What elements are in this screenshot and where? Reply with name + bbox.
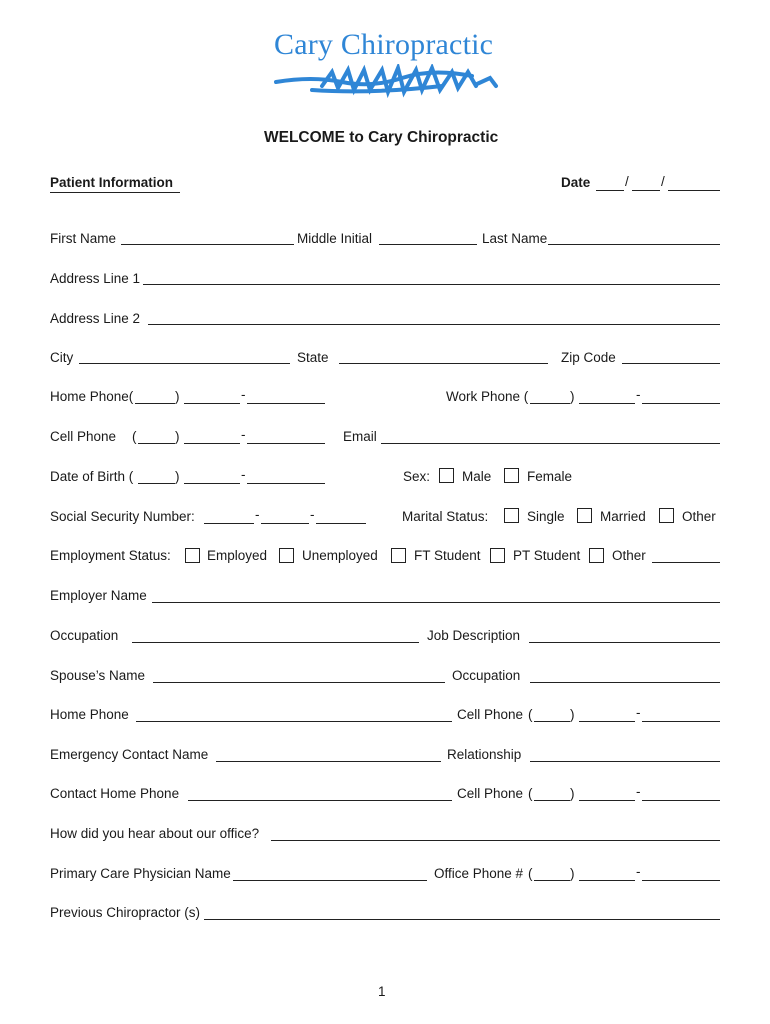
cell-phone2-label: Cell Phone bbox=[457, 707, 524, 722]
home-phone2-label: Home Phone bbox=[50, 707, 129, 722]
ft-student-label: FT Student bbox=[414, 548, 481, 563]
cell-phone3-label: Cell Phone bbox=[457, 786, 524, 801]
city-field[interactable] bbox=[79, 349, 290, 364]
logo-scribble-icon bbox=[272, 64, 502, 98]
middle-initial-field[interactable] bbox=[379, 230, 477, 245]
date-separator: / bbox=[625, 174, 629, 189]
date-separator: / bbox=[661, 174, 665, 189]
cell-phone-prefix-field[interactable] bbox=[184, 429, 240, 444]
pt-student-label: PT Student bbox=[513, 548, 581, 563]
employed-label: Employed bbox=[207, 548, 268, 563]
spouse-name-field[interactable] bbox=[153, 668, 445, 683]
work-phone-line-field[interactable] bbox=[642, 389, 720, 404]
marital-status-label: Marital Status: bbox=[402, 509, 489, 524]
ssn-part1-field[interactable] bbox=[204, 509, 254, 524]
home-phone-line-field[interactable] bbox=[247, 389, 325, 404]
date-month-field[interactable] bbox=[596, 176, 624, 191]
paren-close: ) bbox=[570, 786, 575, 801]
office-phone-area-field[interactable] bbox=[534, 866, 570, 881]
ssn-part2-field[interactable] bbox=[261, 509, 309, 524]
state-label: State bbox=[297, 350, 329, 365]
cell-phone-label: Cell Phone bbox=[50, 429, 117, 444]
employed-checkbox[interactable] bbox=[185, 548, 200, 563]
emergency-contact-label: Emergency Contact Name bbox=[50, 747, 209, 762]
hear-about-label: How did you hear about our office? bbox=[50, 826, 260, 841]
home-phone-area-field[interactable] bbox=[135, 389, 175, 404]
marital-other-checkbox[interactable] bbox=[659, 508, 674, 523]
cell-phone2-line-field[interactable] bbox=[642, 707, 720, 722]
contact-home-phone-label: Contact Home Phone bbox=[50, 786, 180, 801]
paren-open: ( bbox=[528, 707, 533, 722]
occupation-field[interactable] bbox=[132, 628, 419, 643]
dash: - bbox=[310, 507, 315, 522]
cell-phone-area-field[interactable] bbox=[138, 429, 175, 444]
cell-phone3-line-field[interactable] bbox=[642, 786, 720, 801]
home-phone-label: Home Phone( bbox=[50, 389, 134, 404]
heading-underline bbox=[50, 192, 180, 193]
spouse-occupation-label: Occupation bbox=[452, 668, 521, 683]
cell-phone2-prefix-field[interactable] bbox=[579, 707, 635, 722]
previous-chiropractor-field[interactable] bbox=[204, 905, 720, 920]
paren-open: ( bbox=[528, 786, 533, 801]
first-name-field[interactable] bbox=[121, 230, 294, 245]
last-name-field[interactable] bbox=[548, 230, 720, 245]
paren-open: ( bbox=[132, 429, 137, 444]
work-phone-area-field[interactable] bbox=[530, 389, 570, 404]
address-line2-label: Address Line 2 bbox=[50, 311, 141, 326]
date-year-field[interactable] bbox=[668, 176, 720, 191]
dob-label: Date of Birth ( bbox=[50, 469, 134, 484]
emergency-contact-field[interactable] bbox=[216, 747, 441, 762]
paren-close: ) bbox=[175, 469, 180, 484]
paren-open: ( bbox=[528, 866, 533, 881]
job-description-field[interactable] bbox=[529, 628, 720, 643]
female-label: Female bbox=[527, 469, 573, 484]
city-label: City bbox=[50, 350, 74, 365]
email-field[interactable] bbox=[381, 429, 720, 444]
contact-home-phone-field[interactable] bbox=[188, 786, 452, 801]
paren-close: ) bbox=[175, 389, 180, 404]
work-phone-prefix-field[interactable] bbox=[579, 389, 635, 404]
dash: - bbox=[636, 705, 641, 720]
logo-text: Cary Chiropractic bbox=[274, 28, 494, 61]
first-name-label: First Name bbox=[50, 231, 117, 246]
relationship-field[interactable] bbox=[530, 747, 720, 762]
section-heading: Patient Information bbox=[50, 175, 174, 190]
ssn-part3-field[interactable] bbox=[316, 509, 366, 524]
paren-close: ) bbox=[175, 429, 180, 444]
marital-other-label: Other bbox=[682, 509, 716, 524]
address-line1-field[interactable] bbox=[143, 270, 720, 285]
spouse-occupation-field[interactable] bbox=[530, 668, 720, 683]
dob-year-field[interactable] bbox=[247, 469, 325, 484]
pcp-name-field[interactable] bbox=[233, 866, 427, 881]
hear-about-field[interactable] bbox=[271, 826, 720, 841]
email-label: Email bbox=[343, 429, 377, 444]
address-line2-field[interactable] bbox=[148, 310, 720, 325]
work-phone-label: Work Phone ( bbox=[446, 389, 529, 404]
ssn-label: Social Security Number: bbox=[50, 509, 195, 524]
single-checkbox[interactable] bbox=[504, 508, 519, 523]
zip-code-field[interactable] bbox=[622, 349, 720, 364]
cell-phone2-area-field[interactable] bbox=[534, 707, 570, 722]
date-label: Date bbox=[561, 175, 591, 190]
date-day-field[interactable] bbox=[632, 176, 660, 191]
unemployed-label: Unemployed bbox=[302, 548, 378, 563]
pt-student-checkbox[interactable] bbox=[490, 548, 505, 563]
job-description-label: Job Description bbox=[427, 628, 521, 643]
employer-name-label: Employer Name bbox=[50, 588, 147, 603]
last-name-label: Last Name bbox=[482, 231, 548, 246]
address-line1-label: Address Line 1 bbox=[50, 271, 141, 286]
occupation-label: Occupation bbox=[50, 628, 119, 643]
dash: - bbox=[241, 427, 246, 442]
married-label: Married bbox=[600, 509, 646, 524]
cell-phone3-prefix-field[interactable] bbox=[579, 786, 635, 801]
home-phone-prefix-field[interactable] bbox=[184, 389, 240, 404]
male-checkbox[interactable] bbox=[439, 468, 454, 483]
home-phone2-field[interactable] bbox=[136, 707, 452, 722]
employer-name-field[interactable] bbox=[152, 588, 720, 603]
spouse-name-label: Spouse’s Name bbox=[50, 668, 146, 683]
married-checkbox[interactable] bbox=[577, 508, 592, 523]
sex-label: Sex: bbox=[403, 469, 431, 484]
employment-other-field[interactable] bbox=[652, 548, 720, 563]
single-label: Single bbox=[527, 509, 565, 524]
cell-phone3-area-field[interactable] bbox=[534, 786, 570, 801]
paren-close: ) bbox=[570, 389, 575, 404]
dob-day-field[interactable] bbox=[184, 469, 240, 484]
dash: - bbox=[241, 387, 246, 402]
female-checkbox[interactable] bbox=[504, 468, 519, 483]
office-phone-prefix-field[interactable] bbox=[579, 866, 635, 881]
state-field[interactable] bbox=[339, 349, 548, 364]
paren-close: ) bbox=[570, 707, 575, 722]
office-phone-label: Office Phone # bbox=[434, 866, 524, 881]
office-phone-line-field[interactable] bbox=[642, 866, 720, 881]
dash: - bbox=[241, 467, 246, 482]
unemployed-checkbox[interactable] bbox=[279, 548, 294, 563]
dash: - bbox=[255, 507, 260, 522]
employment-status-label: Employment Status: bbox=[50, 548, 171, 563]
dash: - bbox=[636, 784, 641, 799]
dash: - bbox=[636, 387, 641, 402]
employment-other-label: Other bbox=[612, 548, 646, 563]
paren-close: ) bbox=[570, 866, 575, 881]
middle-initial-label: Middle Initial bbox=[297, 231, 373, 246]
page-title: WELCOME to Cary Chiropractic bbox=[264, 129, 499, 146]
ft-student-checkbox[interactable] bbox=[391, 548, 406, 563]
dash: - bbox=[636, 864, 641, 879]
page-number: 1 bbox=[378, 984, 386, 999]
employment-other-checkbox[interactable] bbox=[589, 548, 604, 563]
dob-month-field[interactable] bbox=[138, 469, 175, 484]
zip-code-label: Zip Code bbox=[561, 350, 616, 365]
relationship-label: Relationship bbox=[447, 747, 522, 762]
pcp-name-label: Primary Care Physician Name bbox=[50, 866, 231, 881]
male-label: Male bbox=[462, 469, 492, 484]
cell-phone-line-field[interactable] bbox=[247, 429, 325, 444]
previous-chiropractor-label: Previous Chiropractor (s) bbox=[50, 905, 201, 920]
